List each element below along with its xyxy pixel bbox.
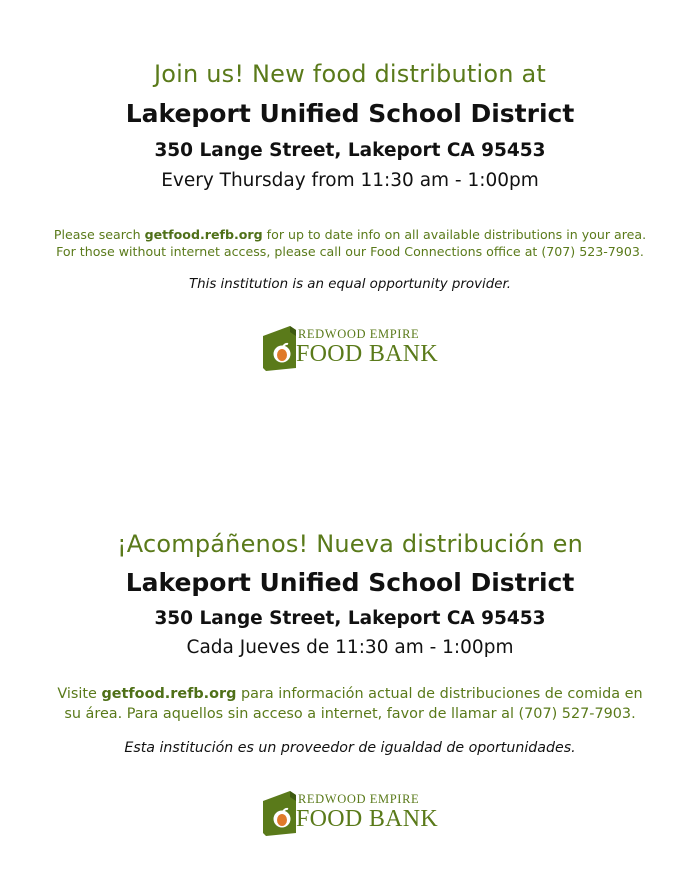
english-intro-heading: Join us! New food distribution at [153, 60, 546, 88]
english-info-pre: Please search [53, 227, 145, 242]
english-info-text [0, 226, 700, 260]
spanish-info-line-2: su área. Para aquellos sin acceso a internet, favor de llamar al (707) 527-7903. [64, 706, 636, 722]
english-info-line-2: For those without internet access, please call our Food Connections office at (707) 523-7903. [56, 244, 644, 259]
english-info-link[interactable]: getfood.refb.org [144, 227, 263, 242]
english-district-name: Lakeport Unified School District [125, 99, 575, 128]
spanish-district-name: Lakeport Unified School District [125, 568, 575, 597]
english-info-post: for up to date info on all available distributions in your area. [262, 227, 647, 242]
spanish-address: 350 Lange Street, Lakeport CA 95453 [154, 608, 546, 629]
english-equal-opportunity: This institution is an equal opportunity provider. [188, 277, 512, 292]
spanish-info-link[interactable]: getfood.refb.org [101, 686, 237, 702]
spanish-logo-bottom-text: FOOD BANK [296, 806, 439, 832]
spanish-food-bank-logo [262, 789, 440, 837]
english-info-line-1 [0, 226, 700, 243]
spanish-info-text [0, 684, 700, 724]
spanish-info-line-1 [0, 684, 700, 704]
spanish-info-post: para información actual de distribuciones de comida en [236, 686, 643, 702]
english-schedule: Every Thursday from 11:30 am - 1:00pm [161, 170, 539, 191]
english-logo-top-text: REDWOOD EMPIRE [298, 327, 420, 341]
spanish-schedule: Cada Jueves de 11:30 am - 1:00pm [186, 637, 514, 658]
english-logo-bottom-text: FOOD BANK [296, 341, 439, 367]
spanish-intro-heading: ¡Acompáñenos! Nueva distribución en [116, 530, 584, 558]
spanish-logo-top-text: REDWOOD EMPIRE [298, 792, 420, 806]
spanish-info-pre: Visite [57, 686, 102, 702]
english-food-bank-logo [262, 324, 440, 372]
english-address: 350 Lange Street, Lakeport CA 95453 [154, 140, 546, 161]
spanish-equal-opportunity: Esta institución es un proveedor de igualdad de oportunidades. [124, 740, 576, 756]
